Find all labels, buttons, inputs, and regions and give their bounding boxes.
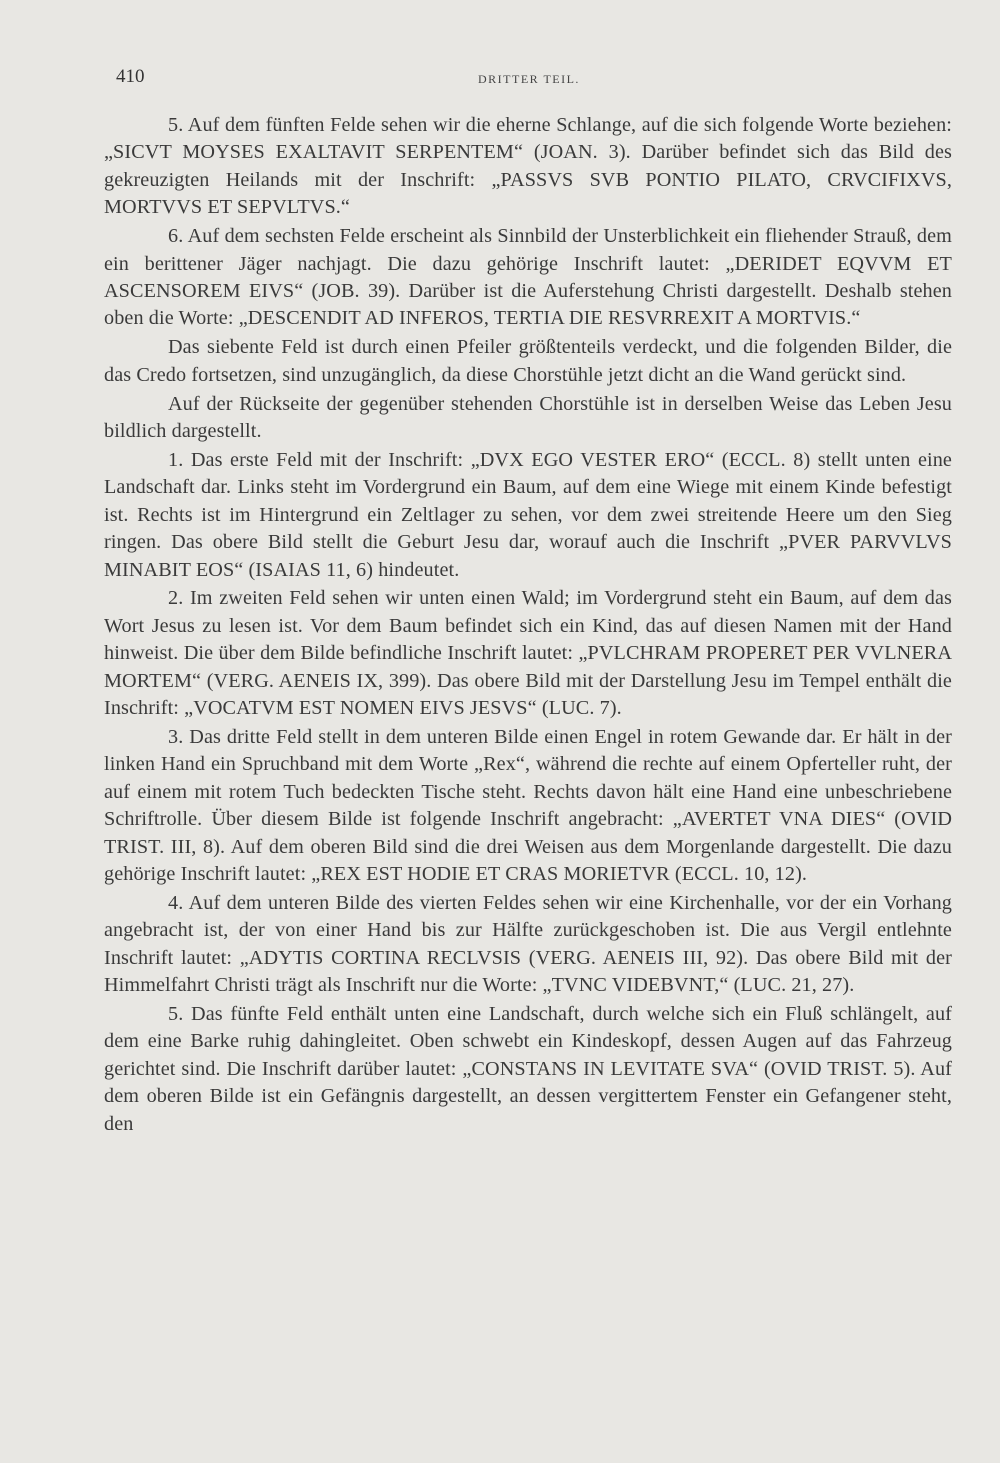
paragraph-feld-5-leben-jesu: 5. Das fünfte Feld enthält unten eine Landschaft, durch welche sich ein Fluß schlängelt, auf dem eine Barke ruhig dahingleitet. Oben schwebt ein Kindeskopf, dessen Augen auf das Fahrzeug gerichtet sind. Die Inschrift darüber lautet: „CONSTANS IN LEVITATE SVA“ (OVID TRIST. 5). Auf dem oberen Bilde ist ein Gefängnis dargestellt, an dessen vergittertem Fenster ein Gefangener steht, den xyxy=(104,1003,952,1135)
paragraph-feld-6-credo: 6. Auf dem sechsten Felde erscheint als Sinnbild der Unsterblichkeit ein fliehender Strauß, dem ein berittener Jäger nachjagt. Die dazu gehörige Inschrift lautet: „DERIDET EQVVM ET ASCENSOREM EIVS“ (JOB. 39). Darüber ist die Auferstehung Christi dargestellt. Deshalb stehen oben die Worte: „DESCENDIT AD INFEROS, TERTIA DIE RESVRREXIT A MORTVIS.“ xyxy=(104,225,952,330)
body-text xyxy=(104,112,952,1138)
paragraph-feld-1-leben-jesu: 1. Das erste Feld mit der Inschrift: „DVX EGO VESTER ERO“ (ECCL. 8) stellt unten eine Landschaft dar. Links steht im Vordergrund ein Baum, auf dem eine Wiege mit einem Kinde befestigt ist. Rechts ist im Hintergrund ein Zeltlager zu sehen, vor dem zwei streitende Heere um den Sieg ringen. Das obere Bild stellt die Geburt Jesu dar, worauf auch die Inschrift „PVER PARVVLVS MINABIT EOS“ (ISAIAS 11, 6) hindeutet. xyxy=(104,448,952,581)
paragraph-feld-3-leben-jesu: 3. Das dritte Feld stellt in dem unteren Bilde einen Engel in rotem Gewande dar. Er hält in der linken Hand ein Spruchband mit dem Worte „Rex“, während die rechte auf einem Opferteller ruht, der auf einem mit rotem Tuch bedeckten Tische steht. Rechts davon hält eine Hand eine unbeschriebene Schriftrolle. Über diesem Bilde ist folgende Inschrift angebracht: „AVERTET VNA DIES“ (OVID TRIST. III, 8). Auf dem oberen Bild sind die drei Weisen aus dem Morgenlande dargestellt. Die dazu gehörige Inschrift lautet: „REX EST HODIE ET CRAS MORIETVR (ECCL. 10, 12). xyxy=(104,725,952,885)
paragraph-feld-2-leben-jesu: 2. Im zweiten Feld sehen wir unten einen Wald; im Vordergrund steht ein Baum, auf dem das Wort Jesus zu lesen ist. Vor dem Baum befindet sich ein Kind, das auf diesen Namen mit der Hand hinweist. Die über dem Bilde befindliche Inschrift lautet: „PVLCHRAM PROPERET PER VVLNERA MORTEM“ (VERG. AENEIS IX, 399). Das obere Bild mit der Darstellung Jesu im Tempel enthält die Inschrift: „VOCATVM EST NOMEN EIVS JESVS“ (LUC. 7). xyxy=(104,587,952,720)
page-number: 410 xyxy=(116,66,145,87)
running-head: DRITTER TEIL. xyxy=(478,72,580,86)
paragraph-feld-4-leben-jesu: 4. Auf dem unteren Bilde des vierten Feldes sehen wir eine Kirchenhalle, vor der ein Vorhang angebracht ist, der von einer Hand bis zur Hälfte zurückgeschoben ist. Die aus Vergil entlehnte Inschrift lautet: „ADYTIS CORTINA RECLVSIS (VERG. AENEIS III, 92). Das obere Bild mit der Himmelfahrt Christi trägt als Inschrift nur die Worte: „TVNC VIDEBVNT,“ (LUC. 21, 27). xyxy=(104,891,952,997)
paragraph-rueckseite-intro: Auf der Rückseite der gegenüber stehenden Chorstühle ist in derselben Weise das Leben Jesu bildlich dargestellt. xyxy=(104,392,952,442)
page-header xyxy=(116,66,946,96)
paragraph-feld-7-credo: Das siebente Feld ist durch einen Pfeiler größtenteils verdeckt, und die folgenden Bilder, die das Credo fortsetzen, sind unzugänglich, da diese Chorstühle jetzt dicht an die Wand gerückt sind. xyxy=(104,336,952,386)
paragraph-feld-5-credo: 5. Auf dem fünften Felde sehen wir die eherne Schlange, auf die sich folgende Worte beziehen: „SICVT MOYSES EXALTAVIT SERPENTEM“ (JOAN. 3). Darüber befindet sich das Bild des gekreuzigten Heilands mit der Inschrift: „PASSVS SVB PONTIO PILATO, CRVCIFIXVS, MORTVVS ET SEPVLTVS.“ xyxy=(104,114,952,219)
